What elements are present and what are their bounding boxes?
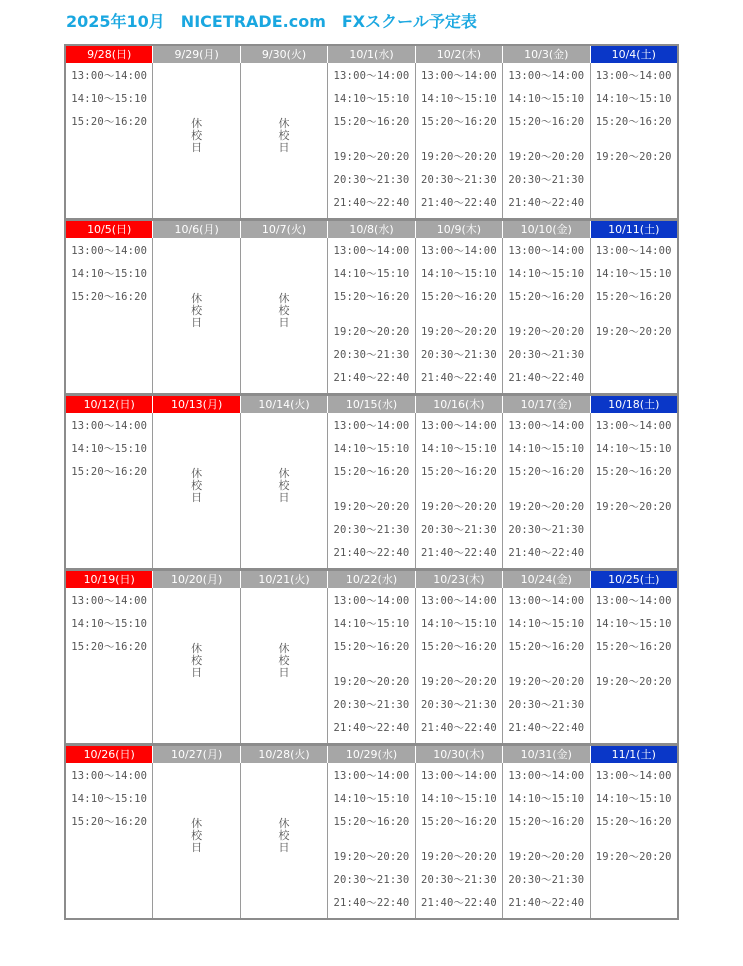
time-slot: 20:30〜21:30 xyxy=(333,699,410,711)
time-slot: 21:40〜22:40 xyxy=(420,547,497,559)
date-header: 10/15(水) xyxy=(327,396,414,413)
time-slot: 13:00〜14:00 xyxy=(71,420,148,432)
slots-row xyxy=(66,413,677,568)
time-slot: 19:20〜20:20 xyxy=(595,151,672,163)
week-block xyxy=(66,393,677,568)
closed-char: 校 xyxy=(191,129,203,142)
day-cell xyxy=(415,588,502,743)
time-slot: 13:00〜14:00 xyxy=(595,245,672,257)
date-header: 10/31(金) xyxy=(502,746,589,763)
slots-row xyxy=(66,238,677,393)
time-slot: 21:40〜22:40 xyxy=(333,722,410,734)
date-header-row xyxy=(66,746,677,763)
time-slot: 13:00〜14:00 xyxy=(333,595,410,607)
closed-char: 日 xyxy=(278,316,290,329)
day-cell xyxy=(415,763,502,918)
time-slot: 20:30〜21:30 xyxy=(333,174,410,186)
time-slot: 15:20〜16:20 xyxy=(508,641,585,653)
time-slot: 14:10〜15:10 xyxy=(595,268,672,280)
page-title: 2025年10月 NICETRADE.com FXスクール予定表 xyxy=(66,12,477,31)
closed-label xyxy=(153,293,239,329)
week-block xyxy=(66,743,677,918)
time-slot: 19:20〜20:20 xyxy=(333,851,410,863)
time-slot: 21:40〜22:40 xyxy=(333,897,410,909)
time-slot: 13:00〜14:00 xyxy=(508,70,585,82)
closed-char: 休 xyxy=(191,817,203,830)
date-header: 10/6(月) xyxy=(152,221,239,238)
time-slot: 20:30〜21:30 xyxy=(508,174,585,186)
date-header: 10/26(日) xyxy=(66,746,152,763)
time-slot: 19:20〜20:20 xyxy=(508,151,585,163)
date-header: 9/30(火) xyxy=(240,46,327,63)
closed-char: 休 xyxy=(278,467,290,480)
time-slot: 15:20〜16:20 xyxy=(333,116,410,128)
time-slot: 21:40〜22:40 xyxy=(508,547,585,559)
closed-label xyxy=(241,643,327,679)
time-slot: 19:20〜20:20 xyxy=(420,151,497,163)
time-slot: 15:20〜16:20 xyxy=(595,116,672,128)
day-cell xyxy=(590,63,677,218)
day-cell xyxy=(590,238,677,393)
date-header: 10/12(日) xyxy=(66,396,152,413)
time-slot: 15:20〜16:20 xyxy=(420,116,497,128)
date-header: 10/29(水) xyxy=(327,746,414,763)
date-header: 10/11(土) xyxy=(590,221,677,238)
date-header: 9/29(月) xyxy=(152,46,239,63)
closed-char: 日 xyxy=(278,666,290,679)
closed-label xyxy=(153,468,239,504)
day-cell xyxy=(240,63,327,218)
date-header: 10/9(木) xyxy=(415,221,502,238)
week-block xyxy=(66,568,677,743)
time-slot: 13:00〜14:00 xyxy=(71,770,148,782)
closed-char: 休 xyxy=(278,292,290,305)
closed-char: 休 xyxy=(278,117,290,130)
time-slot: 19:20〜20:20 xyxy=(333,676,410,688)
time-slot: 21:40〜22:40 xyxy=(420,722,497,734)
time-slot: 14:10〜15:10 xyxy=(333,618,410,630)
date-header: 10/16(木) xyxy=(415,396,502,413)
closed-char: 休 xyxy=(191,292,203,305)
time-slot: 19:20〜20:20 xyxy=(333,151,410,163)
date-header: 10/8(水) xyxy=(327,221,414,238)
time-slot: 19:20〜20:20 xyxy=(333,326,410,338)
time-slot: 20:30〜21:30 xyxy=(420,699,497,711)
time-slot: 21:40〜22:40 xyxy=(508,897,585,909)
day-cell xyxy=(240,588,327,743)
time-slot: 20:30〜21:30 xyxy=(333,349,410,361)
time-slot: 14:10〜15:10 xyxy=(420,268,497,280)
time-slot: 13:00〜14:00 xyxy=(333,420,410,432)
time-slot: 21:40〜22:40 xyxy=(508,722,585,734)
closed-char: 休 xyxy=(278,817,290,830)
time-slot: 13:00〜14:00 xyxy=(595,420,672,432)
date-header: 10/14(火) xyxy=(240,396,327,413)
time-slot: 13:00〜14:00 xyxy=(420,245,497,257)
time-slot: 14:10〜15:10 xyxy=(420,443,497,455)
time-slot: 15:20〜16:20 xyxy=(508,116,585,128)
time-slot: 15:20〜16:20 xyxy=(420,816,497,828)
time-slot: 13:00〜14:00 xyxy=(508,245,585,257)
day-cell xyxy=(327,763,414,918)
time-slot: 13:00〜14:00 xyxy=(71,245,148,257)
time-slot: 21:40〜22:40 xyxy=(333,547,410,559)
date-header: 10/30(木) xyxy=(415,746,502,763)
day-cell xyxy=(502,413,589,568)
day-cell xyxy=(66,63,152,218)
day-cell xyxy=(415,413,502,568)
time-slot: 13:00〜14:00 xyxy=(420,770,497,782)
time-slot: 21:40〜22:40 xyxy=(508,197,585,209)
time-slot: 13:00〜14:00 xyxy=(508,595,585,607)
closed-char: 校 xyxy=(278,129,290,142)
closed-char: 日 xyxy=(191,316,203,329)
time-slot: 15:20〜16:20 xyxy=(420,291,497,303)
date-header-row xyxy=(66,396,677,413)
time-slot: 19:20〜20:20 xyxy=(420,676,497,688)
closed-label xyxy=(153,118,239,154)
time-slot: 15:20〜16:20 xyxy=(333,816,410,828)
time-slot: 13:00〜14:00 xyxy=(420,420,497,432)
time-slot: 15:20〜16:20 xyxy=(71,291,148,303)
time-slot: 13:00〜14:00 xyxy=(508,770,585,782)
day-cell xyxy=(152,238,239,393)
time-slot: 14:10〜15:10 xyxy=(71,443,148,455)
time-slot: 14:10〜15:10 xyxy=(71,618,148,630)
closed-label xyxy=(241,118,327,154)
date-header: 10/22(水) xyxy=(327,571,414,588)
time-slot: 15:20〜16:20 xyxy=(595,816,672,828)
closed-label xyxy=(241,293,327,329)
date-header: 10/1(水) xyxy=(327,46,414,63)
time-slot: 14:10〜15:10 xyxy=(420,793,497,805)
day-cell xyxy=(240,763,327,918)
closed-char: 校 xyxy=(278,479,290,492)
time-slot: 14:10〜15:10 xyxy=(595,793,672,805)
date-header-row xyxy=(66,221,677,238)
time-slot: 20:30〜21:30 xyxy=(508,874,585,886)
closed-char: 休 xyxy=(278,642,290,655)
date-header: 10/5(日) xyxy=(66,221,152,238)
date-header: 10/25(土) xyxy=(590,571,677,588)
closed-char: 日 xyxy=(191,666,203,679)
date-header-row xyxy=(66,571,677,588)
time-slot: 19:20〜20:20 xyxy=(420,326,497,338)
time-slot: 19:20〜20:20 xyxy=(595,326,672,338)
day-cell xyxy=(66,413,152,568)
closed-char: 校 xyxy=(191,654,203,667)
day-cell xyxy=(66,588,152,743)
time-slot: 20:30〜21:30 xyxy=(508,699,585,711)
slots-row xyxy=(66,763,677,918)
time-slot: 13:00〜14:00 xyxy=(71,70,148,82)
time-slot: 19:20〜20:20 xyxy=(333,501,410,513)
time-slot: 20:30〜21:30 xyxy=(420,874,497,886)
time-slot: 14:10〜15:10 xyxy=(333,93,410,105)
time-slot: 13:00〜14:00 xyxy=(595,770,672,782)
time-slot: 15:20〜16:20 xyxy=(71,816,148,828)
closed-char: 日 xyxy=(191,491,203,504)
time-slot: 14:10〜15:10 xyxy=(333,793,410,805)
closed-char: 日 xyxy=(278,141,290,154)
closed-char: 校 xyxy=(191,829,203,842)
day-cell xyxy=(502,588,589,743)
closed-char: 校 xyxy=(191,304,203,317)
time-slot: 15:20〜16:20 xyxy=(71,116,148,128)
time-slot: 14:10〜15:10 xyxy=(71,93,148,105)
closed-char: 校 xyxy=(278,654,290,667)
time-slot: 14:10〜15:10 xyxy=(508,793,585,805)
time-slot: 20:30〜21:30 xyxy=(508,524,585,536)
time-slot: 13:00〜14:00 xyxy=(595,70,672,82)
date-header: 10/19(日) xyxy=(66,571,152,588)
time-slot: 15:20〜16:20 xyxy=(71,466,148,478)
date-header-row xyxy=(66,46,677,63)
date-header: 10/23(木) xyxy=(415,571,502,588)
date-header: 10/21(火) xyxy=(240,571,327,588)
day-cell xyxy=(590,588,677,743)
time-slot: 13:00〜14:00 xyxy=(333,770,410,782)
week-block xyxy=(66,46,677,218)
day-cell xyxy=(502,763,589,918)
day-cell xyxy=(152,63,239,218)
time-slot: 15:20〜16:20 xyxy=(333,291,410,303)
day-cell xyxy=(327,238,414,393)
time-slot: 20:30〜21:30 xyxy=(420,349,497,361)
date-header: 10/4(土) xyxy=(590,46,677,63)
date-header: 10/2(木) xyxy=(415,46,502,63)
closed-label xyxy=(241,468,327,504)
date-header: 10/20(月) xyxy=(152,571,239,588)
date-header: 10/27(月) xyxy=(152,746,239,763)
closed-label xyxy=(153,643,239,679)
time-slot: 19:20〜20:20 xyxy=(420,501,497,513)
week-block xyxy=(66,218,677,393)
time-slot: 21:40〜22:40 xyxy=(420,372,497,384)
date-header: 10/13(月) xyxy=(152,396,239,413)
closed-char: 日 xyxy=(278,491,290,504)
day-cell xyxy=(152,763,239,918)
time-slot: 15:20〜16:20 xyxy=(595,641,672,653)
date-header: 10/7(火) xyxy=(240,221,327,238)
day-cell xyxy=(415,63,502,218)
time-slot: 15:20〜16:20 xyxy=(333,466,410,478)
date-header: 10/17(金) xyxy=(502,396,589,413)
time-slot: 15:20〜16:20 xyxy=(71,641,148,653)
time-slot: 21:40〜22:40 xyxy=(333,197,410,209)
closed-char: 日 xyxy=(278,841,290,854)
date-header: 10/10(金) xyxy=(502,221,589,238)
time-slot: 20:30〜21:30 xyxy=(508,349,585,361)
date-header: 11/1(土) xyxy=(590,746,677,763)
schedule-table xyxy=(64,44,679,920)
time-slot: 13:00〜14:00 xyxy=(420,595,497,607)
time-slot: 14:10〜15:10 xyxy=(420,618,497,630)
time-slot: 20:30〜21:30 xyxy=(420,174,497,186)
day-cell xyxy=(66,763,152,918)
time-slot: 14:10〜15:10 xyxy=(595,443,672,455)
time-slot: 13:00〜14:00 xyxy=(420,70,497,82)
day-cell xyxy=(327,413,414,568)
time-slot: 15:20〜16:20 xyxy=(508,816,585,828)
time-slot: 14:10〜15:10 xyxy=(508,618,585,630)
time-slot: 19:20〜20:20 xyxy=(508,851,585,863)
day-cell xyxy=(240,238,327,393)
time-slot: 15:20〜16:20 xyxy=(333,641,410,653)
date-header: 10/3(金) xyxy=(502,46,589,63)
time-slot: 19:20〜20:20 xyxy=(595,501,672,513)
time-slot: 21:40〜22:40 xyxy=(420,897,497,909)
time-slot: 19:20〜20:20 xyxy=(508,676,585,688)
day-cell xyxy=(415,238,502,393)
time-slot: 14:10〜15:10 xyxy=(595,618,672,630)
time-slot: 15:20〜16:20 xyxy=(508,466,585,478)
closed-char: 校 xyxy=(191,479,203,492)
time-slot: 20:30〜21:30 xyxy=(420,524,497,536)
time-slot: 13:00〜14:00 xyxy=(333,245,410,257)
time-slot: 14:10〜15:10 xyxy=(420,93,497,105)
time-slot: 14:10〜15:10 xyxy=(508,93,585,105)
day-cell xyxy=(327,63,414,218)
closed-char: 校 xyxy=(278,304,290,317)
time-slot: 13:00〜14:00 xyxy=(508,420,585,432)
date-header: 10/24(金) xyxy=(502,571,589,588)
time-slot: 14:10〜15:10 xyxy=(595,93,672,105)
day-cell xyxy=(152,413,239,568)
time-slot: 19:20〜20:20 xyxy=(508,326,585,338)
date-header: 10/28(火) xyxy=(240,746,327,763)
day-cell xyxy=(66,238,152,393)
time-slot: 15:20〜16:20 xyxy=(595,291,672,303)
slots-row xyxy=(66,63,677,218)
time-slot: 21:40〜22:40 xyxy=(333,372,410,384)
day-cell xyxy=(590,763,677,918)
slots-row xyxy=(66,588,677,743)
time-slot: 14:10〜15:10 xyxy=(508,443,585,455)
time-slot: 19:20〜20:20 xyxy=(595,851,672,863)
time-slot: 19:20〜20:20 xyxy=(420,851,497,863)
day-cell xyxy=(502,238,589,393)
date-header: 9/28(日) xyxy=(66,46,152,63)
closed-label xyxy=(241,818,327,854)
time-slot: 14:10〜15:10 xyxy=(333,268,410,280)
closed-char: 校 xyxy=(278,829,290,842)
time-slot: 14:10〜15:10 xyxy=(71,793,148,805)
time-slot: 13:00〜14:00 xyxy=(333,70,410,82)
day-cell xyxy=(590,413,677,568)
time-slot: 21:40〜22:40 xyxy=(420,197,497,209)
time-slot: 20:30〜21:30 xyxy=(333,524,410,536)
time-slot: 14:10〜15:10 xyxy=(71,268,148,280)
time-slot: 15:20〜16:20 xyxy=(420,466,497,478)
day-cell xyxy=(502,63,589,218)
closed-char: 休 xyxy=(191,642,203,655)
time-slot: 19:20〜20:20 xyxy=(508,501,585,513)
closed-char: 休 xyxy=(191,117,203,130)
day-cell xyxy=(327,588,414,743)
day-cell xyxy=(240,413,327,568)
time-slot: 13:00〜14:00 xyxy=(595,595,672,607)
time-slot: 20:30〜21:30 xyxy=(333,874,410,886)
closed-char: 休 xyxy=(191,467,203,480)
time-slot: 19:20〜20:20 xyxy=(595,676,672,688)
closed-label xyxy=(153,818,239,854)
closed-char: 日 xyxy=(191,141,203,154)
time-slot: 15:20〜16:20 xyxy=(508,291,585,303)
date-header: 10/18(土) xyxy=(590,396,677,413)
time-slot: 13:00〜14:00 xyxy=(71,595,148,607)
closed-char: 日 xyxy=(191,841,203,854)
time-slot: 14:10〜15:10 xyxy=(508,268,585,280)
time-slot: 15:20〜16:20 xyxy=(595,466,672,478)
time-slot: 14:10〜15:10 xyxy=(333,443,410,455)
time-slot: 15:20〜16:20 xyxy=(420,641,497,653)
day-cell xyxy=(152,588,239,743)
time-slot: 21:40〜22:40 xyxy=(508,372,585,384)
